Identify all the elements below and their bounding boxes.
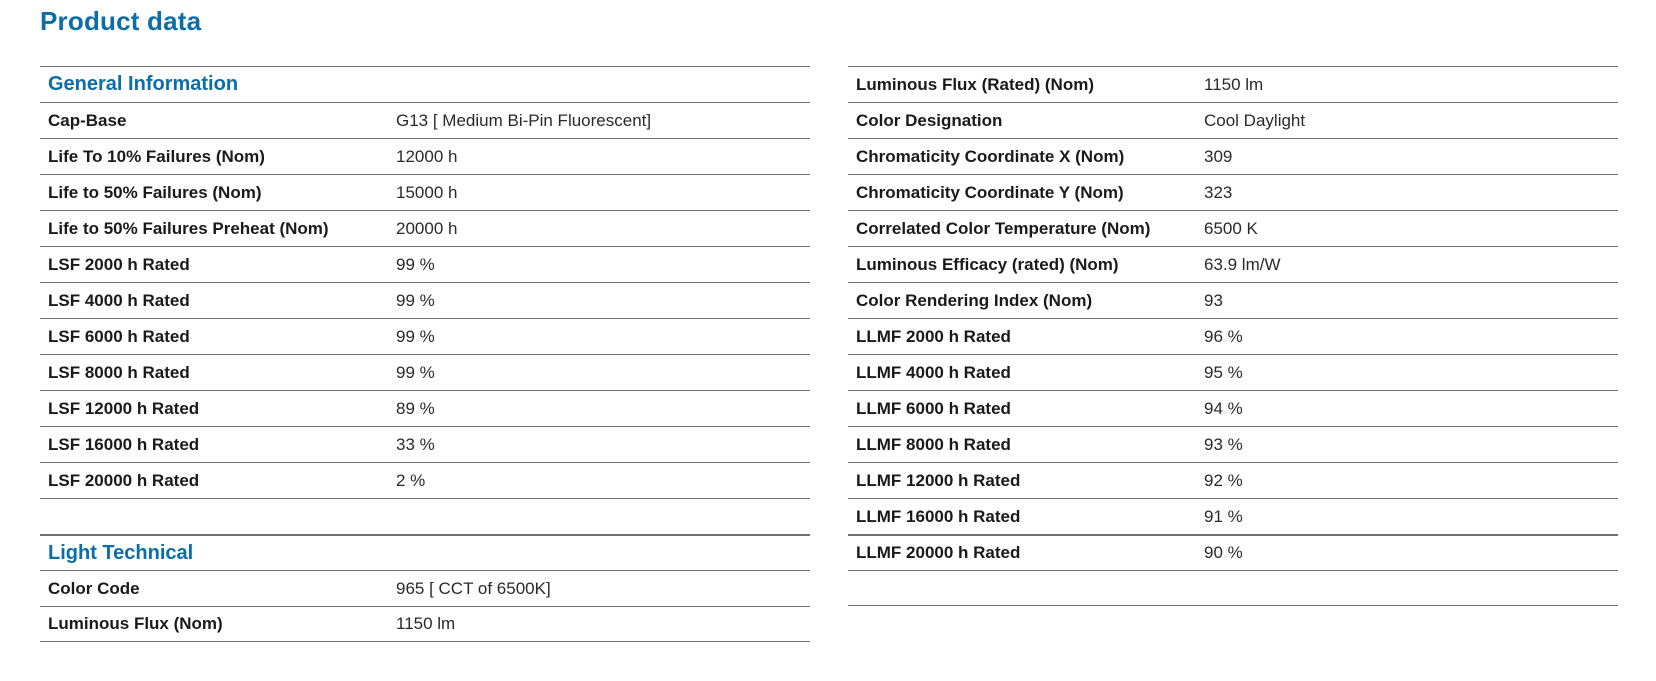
row-label: LSF 2000 h Rated — [48, 254, 190, 274]
table-row — [40, 606, 810, 642]
row-value: 91 % — [1204, 506, 1243, 526]
left-column — [40, 66, 810, 642]
row-value: 99 % — [396, 326, 435, 346]
row-label: LLMF 6000 h Rated — [856, 398, 1011, 418]
row-value: 92 % — [1204, 470, 1243, 490]
table-row — [848, 390, 1618, 426]
row-value: 96 % — [1204, 326, 1243, 346]
row-label: Correlated Color Temperature (Nom) — [856, 218, 1151, 238]
row-label: LSF 16000 h Rated — [48, 434, 200, 454]
table-row — [848, 102, 1618, 138]
row-label: Luminous Flux (Rated) (Nom) — [856, 74, 1094, 94]
row-label: Color Rendering Index (Nom) — [856, 290, 1093, 310]
page-title: Product data — [40, 6, 202, 36]
table-row — [848, 354, 1618, 390]
row-label: Color Code — [48, 578, 140, 598]
table-row — [40, 462, 810, 498]
table-row — [40, 210, 810, 246]
row-value: 309 — [1204, 146, 1233, 166]
row-value: 99 % — [396, 362, 435, 382]
section-title: Light Technical — [48, 541, 194, 564]
row-value: 965 [ CCT of 6500K] — [396, 578, 551, 598]
row-label: LSF 4000 h Rated — [48, 290, 190, 310]
row-label: Life to 50% Failures (Nom) — [48, 182, 262, 202]
table-row — [40, 282, 810, 318]
section-header-general-information — [40, 66, 810, 102]
row-label: Life to 50% Failures Preheat (Nom) — [48, 218, 329, 238]
row-value: G13 [ Medium Bi-Pin Fluorescent] — [396, 110, 652, 130]
table-row — [848, 318, 1618, 354]
row-value: 63.9 lm/W — [1204, 254, 1281, 274]
table-row — [848, 246, 1618, 282]
table-row — [848, 138, 1618, 174]
right-column — [848, 66, 1618, 606]
row-value: 15000 h — [396, 182, 458, 202]
table-row — [40, 318, 810, 354]
row-value: 93 % — [1204, 434, 1243, 454]
section-header-light-technical — [40, 534, 810, 570]
row-value: 323 — [1204, 182, 1233, 202]
row-label: LSF 8000 h Rated — [48, 362, 190, 382]
table-row — [40, 390, 810, 426]
table-row — [848, 426, 1618, 462]
row-label: LSF 12000 h Rated — [48, 398, 200, 418]
row-value: 20000 h — [396, 218, 458, 238]
empty-row — [40, 498, 810, 534]
row-value: 93 — [1204, 290, 1223, 310]
row-label: Luminous Efficacy (rated) (Nom) — [856, 254, 1119, 274]
row-value: 2 % — [396, 470, 426, 490]
row-value: 99 % — [396, 254, 435, 274]
row-value: 99 % — [396, 290, 435, 310]
table-row — [40, 246, 810, 282]
row-label: LLMF 4000 h Rated — [856, 362, 1011, 382]
section-title: General Information — [48, 73, 239, 95]
table-row — [848, 498, 1618, 534]
table-row — [40, 570, 810, 606]
row-label: Life To 10% Failures (Nom) — [48, 146, 265, 166]
table-row — [848, 462, 1618, 498]
table-row — [40, 354, 810, 390]
row-value: 12000 h — [396, 146, 458, 166]
row-value: 89 % — [396, 398, 435, 418]
row-label: LLMF 12000 h Rated — [856, 470, 1021, 490]
row-label: LSF 6000 h Rated — [48, 326, 190, 346]
row-value: 90 % — [1204, 543, 1243, 562]
row-value: 1150 lm — [396, 614, 456, 633]
row-value: 94 % — [1204, 398, 1243, 418]
row-label: LLMF 8000 h Rated — [856, 434, 1011, 454]
row-value: Cool Daylight — [1204, 110, 1306, 130]
table-row — [40, 102, 810, 138]
row-value: 33 % — [396, 434, 435, 454]
table-row — [848, 174, 1618, 210]
row-label: Luminous Flux (Nom) — [48, 614, 223, 633]
row-label: Color Designation — [856, 110, 1003, 130]
empty-row — [848, 570, 1618, 606]
table-row — [848, 210, 1618, 246]
table-row — [40, 426, 810, 462]
row-label: LSF 20000 h Rated — [48, 470, 200, 490]
row-label: Cap-Base — [48, 110, 127, 130]
table-row — [848, 66, 1618, 102]
table-row — [40, 138, 810, 174]
row-value: 1150 lm — [1204, 74, 1264, 94]
table-row — [40, 174, 810, 210]
row-label: LLMF 2000 h Rated — [856, 326, 1011, 346]
table-row — [848, 282, 1618, 318]
row-value: 6500 K — [1204, 218, 1258, 238]
row-value: 95 % — [1204, 362, 1243, 382]
row-label: LLMF 20000 h Rated — [856, 543, 1021, 562]
row-label: Chromaticity Coordinate Y (Nom) — [856, 182, 1124, 202]
row-label: Chromaticity Coordinate X (Nom) — [856, 146, 1125, 166]
table-row — [848, 534, 1618, 570]
row-label: LLMF 16000 h Rated — [856, 506, 1021, 526]
